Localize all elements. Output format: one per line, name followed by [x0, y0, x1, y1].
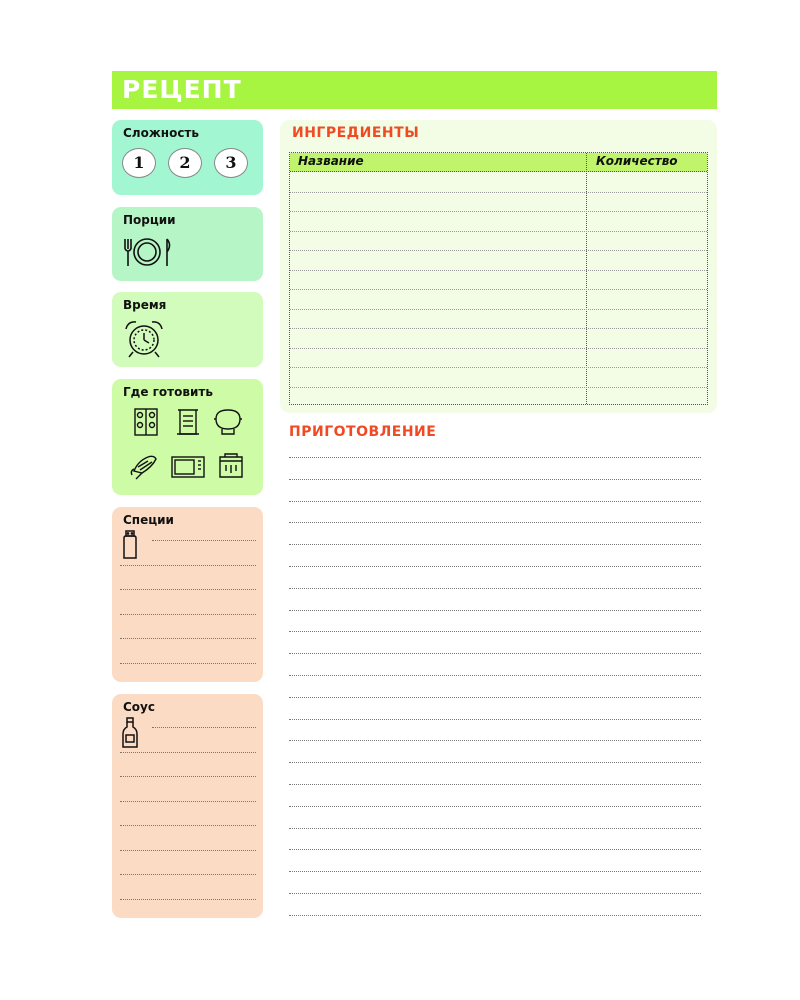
- ingredient-row[interactable]: [290, 367, 707, 368]
- sauce-line[interactable]: [120, 801, 256, 802]
- sauce-line[interactable]: [120, 825, 256, 826]
- preparation-line[interactable]: [289, 675, 701, 676]
- preparation-line[interactable]: [289, 762, 701, 763]
- sauce-bottle-icon: [120, 716, 140, 750]
- spices-line[interactable]: [120, 614, 256, 615]
- preparation-line[interactable]: [289, 893, 701, 894]
- difficulty-title: Сложность: [123, 126, 199, 140]
- preparation-line[interactable]: [289, 849, 701, 850]
- preparation-line[interactable]: [289, 479, 701, 480]
- sauce-line[interactable]: [120, 874, 256, 875]
- ingredients-table: [289, 152, 708, 405]
- difficulty-level-1[interactable]: 1: [122, 148, 156, 178]
- cook-where-title: Где готовить: [123, 385, 213, 399]
- preparation-line[interactable]: [289, 653, 701, 654]
- cook-where-card: [112, 379, 263, 495]
- ingredient-row[interactable]: [290, 328, 707, 329]
- preparation-line[interactable]: [289, 697, 701, 698]
- time-card: [112, 292, 263, 367]
- preparation-title: ПРИГОТОВЛЕНИЕ: [289, 424, 437, 440]
- sauce-title: Соус: [123, 700, 155, 714]
- spices-line[interactable]: [120, 565, 256, 566]
- preparation-line[interactable]: [289, 501, 701, 502]
- preparation-line[interactable]: [289, 544, 701, 545]
- column-quantity-header: Количество: [596, 154, 678, 168]
- ingredient-row[interactable]: [290, 289, 707, 290]
- preparation-line[interactable]: [289, 566, 701, 567]
- preparation-line[interactable]: [289, 610, 701, 611]
- ingredient-row[interactable]: [290, 211, 707, 212]
- spices-line[interactable]: [120, 663, 256, 664]
- page-title: РЕЦЕПТ: [122, 75, 242, 104]
- ingredient-row[interactable]: [290, 387, 707, 388]
- ingredient-row[interactable]: [290, 309, 707, 310]
- steamer-icon[interactable]: [174, 407, 202, 437]
- time-title: Время: [123, 298, 167, 312]
- preparation-line[interactable]: [289, 719, 701, 720]
- recipe-header: [112, 71, 717, 109]
- preparation-line[interactable]: [289, 806, 701, 807]
- preparation-line[interactable]: [289, 522, 701, 523]
- preparation-line[interactable]: [289, 871, 701, 872]
- portions-card: [112, 207, 263, 281]
- sauce-line[interactable]: [120, 899, 256, 900]
- grill-icon[interactable]: [128, 451, 162, 481]
- sauce-card: [112, 694, 263, 918]
- difficulty-level-2[interactable]: 2: [168, 148, 202, 178]
- spices-line[interactable]: [120, 589, 256, 590]
- stove-icon[interactable]: [132, 407, 160, 437]
- sauce-line[interactable]: [152, 727, 256, 728]
- pot-icon[interactable]: [212, 407, 244, 437]
- ingredient-row[interactable]: [290, 250, 707, 251]
- portions-title: Порции: [123, 213, 176, 227]
- ingredients-table-header: [290, 153, 707, 172]
- sauce-line[interactable]: [120, 776, 256, 777]
- ingredient-row[interactable]: [290, 192, 707, 193]
- spices-card: [112, 507, 263, 682]
- microwave-icon[interactable]: [170, 455, 206, 479]
- ingredients-title: ИНГРЕДИЕНТЫ: [292, 125, 420, 141]
- preparation-line[interactable]: [289, 631, 701, 632]
- preparation-line[interactable]: [289, 915, 701, 916]
- alarm-clock-icon: [123, 319, 165, 359]
- sauce-line[interactable]: [120, 850, 256, 851]
- spices-line[interactable]: [152, 540, 256, 541]
- sauce-line[interactable]: [120, 752, 256, 753]
- preparation-line[interactable]: [289, 784, 701, 785]
- plate-cutlery-icon: [121, 235, 173, 269]
- preparation-line[interactable]: [289, 828, 701, 829]
- preparation-line[interactable]: [289, 740, 701, 741]
- spices-line[interactable]: [120, 638, 256, 639]
- ingredient-row[interactable]: [290, 348, 707, 349]
- column-name-header: Название: [298, 154, 364, 168]
- preparation-line[interactable]: [289, 457, 701, 458]
- ingredient-row[interactable]: [290, 231, 707, 232]
- spices-title: Специи: [123, 513, 174, 527]
- spice-shaker-icon: [120, 529, 140, 561]
- difficulty-level-3[interactable]: 3: [214, 148, 248, 178]
- fryer-icon[interactable]: [216, 451, 246, 481]
- difficulty-card: [112, 120, 263, 195]
- ingredient-row[interactable]: [290, 270, 707, 271]
- preparation-line[interactable]: [289, 588, 701, 589]
